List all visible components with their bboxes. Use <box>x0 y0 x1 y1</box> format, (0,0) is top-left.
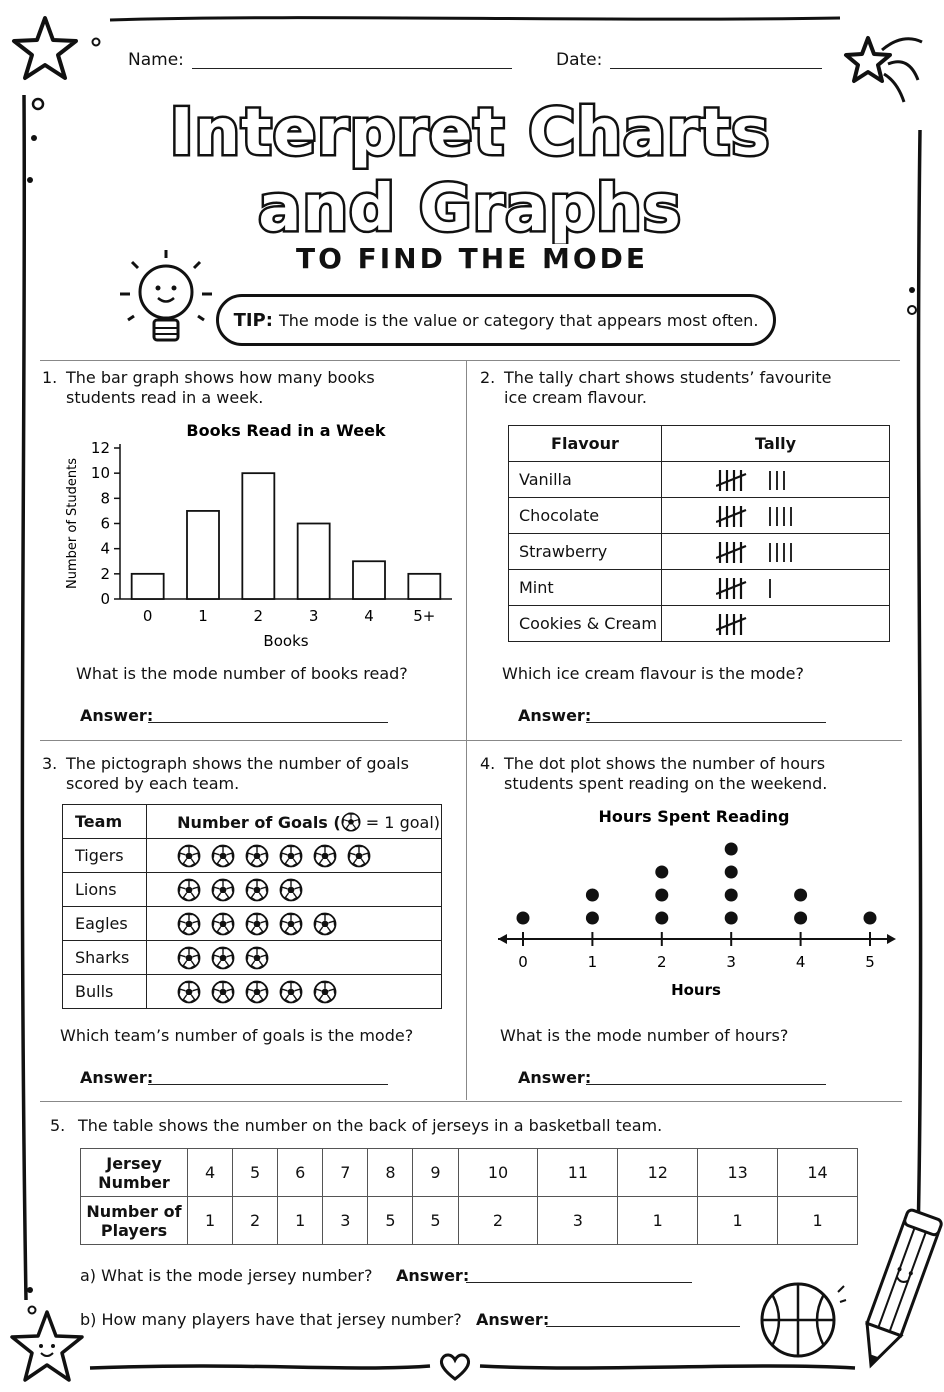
soccer-ball-icon <box>347 844 371 868</box>
tally-marks <box>716 502 826 530</box>
basketball-icon <box>756 1278 848 1364</box>
q1-number: 1. <box>42 368 58 387</box>
q4-number: 4. <box>480 754 496 773</box>
bar <box>408 574 440 599</box>
pencil-icon <box>852 1206 944 1376</box>
x-tick-label: 2 <box>253 607 264 625</box>
soccer-ball-icon <box>279 912 303 936</box>
bar-chart-title: Books Read in a Week <box>186 421 386 440</box>
lightbulb-icon <box>118 248 214 358</box>
tally-marks <box>716 466 826 494</box>
jersey-number-cell: 14 <box>778 1149 858 1197</box>
jersey-number-cell: 8 <box>368 1149 413 1197</box>
divider-horizontal-bottom <box>40 1101 902 1102</box>
tally-flavour-cell: Cookies & Cream <box>509 606 662 642</box>
players-count-cell: 3 <box>323 1197 368 1245</box>
picto-goals-cell <box>147 839 442 873</box>
q1-text-line-2: students read in a week. <box>66 388 264 407</box>
soccer-ball-icon <box>245 946 269 970</box>
soccer-ball-icon <box>245 844 269 868</box>
tally-chart-table <box>508 425 890 642</box>
q1-answer-field[interactable] <box>148 702 388 723</box>
star-icon <box>10 14 80 84</box>
tally-marks-cell <box>662 462 890 498</box>
dot <box>794 912 807 925</box>
q1-question: What is the mode number of books read? <box>76 664 408 683</box>
tally-row <box>509 534 890 570</box>
bar-chart-books <box>56 418 466 654</box>
picto-goals-cell <box>147 873 442 907</box>
tally-marks <box>716 610 826 638</box>
dot <box>725 843 738 856</box>
arrow-right-icon <box>887 934 896 944</box>
jersey-row-label-b: Number <box>98 1172 170 1192</box>
players-count-cell: 1 <box>188 1197 233 1245</box>
picto-row <box>63 839 442 873</box>
x-tick-label: 0 <box>518 953 528 971</box>
picto-row <box>63 975 442 1009</box>
date-label: Date: <box>556 50 603 70</box>
players-count-cell: 1 <box>698 1197 778 1245</box>
q5b-answer-field[interactable] <box>546 1306 740 1327</box>
x-tick-label: 3 <box>308 607 319 625</box>
picto-row <box>63 873 442 907</box>
bar <box>298 524 330 600</box>
soccer-ball-icon <box>341 812 361 832</box>
q2-number: 2. <box>480 368 496 387</box>
q2-answer-field[interactable] <box>586 702 826 723</box>
page-title <box>120 84 820 244</box>
jersey-number-cell: 9 <box>413 1149 458 1197</box>
soccer-ball-icon <box>245 878 269 902</box>
q3-text-line-2: scored by each team. <box>66 774 240 793</box>
soccer-ball-icon <box>177 912 201 936</box>
y-tick-label: 12 <box>90 439 110 457</box>
players-count-cell: 1 <box>618 1197 698 1245</box>
soccer-ball-icon <box>245 912 269 936</box>
q2-text-line-1: The tally chart shows students’ favourite <box>504 368 832 387</box>
tally-flavour-cell: Mint <box>509 570 662 606</box>
dot <box>725 912 738 925</box>
soccer-ball-icon <box>211 844 235 868</box>
x-tick-label: 4 <box>795 953 806 971</box>
date-field[interactable] <box>610 48 822 69</box>
soccer-ball-icon <box>177 946 201 970</box>
tally-header-flavour: Flavour <box>509 426 662 462</box>
q5-part-a: a) What is the mode jersey number? <box>80 1266 373 1285</box>
tally-row <box>509 462 890 498</box>
bar <box>132 574 164 599</box>
x-axis-label: Hours <box>671 981 721 999</box>
q3-answer-label: Answer: <box>80 1068 154 1087</box>
page-subtitle: TO FIND THE MODE <box>295 242 649 275</box>
q2-answer-label: Answer: <box>518 706 592 725</box>
q5-prompt <box>50 1116 910 1136</box>
q5-part-b: b) How many players have that jersey number? <box>80 1310 462 1329</box>
picto-header-team: Team <box>63 805 147 839</box>
soccer-ball-icon <box>211 980 235 1004</box>
name-label: Name: <box>128 50 184 70</box>
y-tick-label: 8 <box>100 489 110 508</box>
picto-team-cell: Tigers <box>63 839 147 873</box>
players-count-cell: 5 <box>368 1197 413 1245</box>
q4-text-line-2: students spent reading on the weekend. <box>504 774 828 793</box>
q4-answer-label: Answer: <box>518 1068 592 1087</box>
soccer-ball-icon <box>313 980 337 1004</box>
q3-answer-field[interactable] <box>148 1064 388 1085</box>
jersey-table <box>80 1148 858 1245</box>
picto-row <box>63 907 442 941</box>
tally-row <box>509 606 890 642</box>
dot <box>655 912 668 925</box>
players-row-label <box>81 1197 188 1245</box>
divider-horizontal-mid <box>40 740 902 741</box>
q4-question: What is the mode number of hours? <box>500 1026 789 1045</box>
players-count-cell: 5 <box>413 1197 458 1245</box>
jersey-number-cell: 13 <box>698 1149 778 1197</box>
soccer-ball-icon <box>177 980 201 1004</box>
q3-number: 3. <box>42 754 58 773</box>
picto-goals-cell <box>147 941 442 975</box>
y-tick-label: 10 <box>90 464 110 483</box>
picto-header-goals <box>147 805 442 839</box>
q5-text: The table shows the number on the back of jerseys in a basketball team. <box>78 1116 663 1135</box>
title-line-2: and Graphs <box>258 172 682 244</box>
q2-question: Which ice cream flavour is the mode? <box>502 664 804 683</box>
dot <box>655 889 668 902</box>
x-tick-label: 0 <box>142 607 153 625</box>
soccer-ball-icon <box>177 878 201 902</box>
q4-text-line-1: The dot plot shows the number of hours <box>504 754 826 773</box>
dot <box>725 866 738 879</box>
picto-team-cell: Bulls <box>63 975 147 1009</box>
jersey-number-cell: 5 <box>233 1149 278 1197</box>
tally-flavour-cell: Chocolate <box>509 498 662 534</box>
tally-header-tally: Tally <box>662 426 890 462</box>
q2-prompt <box>480 368 900 408</box>
soccer-ball-icon <box>279 878 303 902</box>
soccer-ball-icon <box>245 980 269 1004</box>
picto-header-goals-suffix: = 1 goal) <box>360 812 440 832</box>
soccer-ball-icon <box>279 980 303 1004</box>
y-tick-label: 0 <box>100 590 110 608</box>
x-tick-label: 5 <box>865 953 875 971</box>
soccer-ball-icon <box>313 912 337 936</box>
picto-team-cell: Lions <box>63 873 147 907</box>
tip-box <box>216 294 776 346</box>
soccer-ball-icon <box>177 844 201 868</box>
picto-header-goals-prefix: Number of Goals ( <box>177 812 341 832</box>
x-axis-label: Books <box>263 632 309 650</box>
bar <box>353 561 385 599</box>
players-count-cell: 3 <box>538 1197 618 1245</box>
y-axis-label: Number of Students <box>65 458 80 589</box>
tally-marks-cell <box>662 570 890 606</box>
q3-text-line-1: The pictograph shows the number of goals <box>66 754 409 773</box>
players-count-cell: 1 <box>778 1197 858 1245</box>
y-tick-label: 6 <box>100 514 110 533</box>
x-tick-label: 1 <box>198 607 208 625</box>
dot <box>864 912 877 925</box>
x-tick-label: 2 <box>657 953 667 971</box>
tally-flavour-cell: Strawberry <box>509 534 662 570</box>
y-tick-label: 2 <box>100 564 110 583</box>
tally-row <box>509 498 890 534</box>
jersey-number-cell: 7 <box>323 1149 368 1197</box>
smiling-star-icon <box>6 1308 88 1388</box>
tally-flavour-cell: Vanilla <box>509 462 662 498</box>
heart-icon <box>438 1352 472 1382</box>
pictograph-table <box>62 804 442 1009</box>
tip-text: The mode is the value or category that appears most often. <box>278 310 759 330</box>
title-line-1: Interpret Charts <box>169 96 771 170</box>
q4-prompt <box>480 754 900 794</box>
jersey-row-label-a: Jersey <box>106 1153 162 1173</box>
dot <box>725 889 738 902</box>
players-row-label-b: Players <box>100 1220 168 1240</box>
players-count-cell: 1 <box>278 1197 323 1245</box>
jersey-number-cell: 11 <box>538 1149 618 1197</box>
soccer-ball-icon <box>211 912 235 936</box>
tally-marks <box>716 538 826 566</box>
divider-horizontal-top <box>40 360 900 361</box>
jersey-number-cell: 12 <box>618 1149 698 1197</box>
jersey-number-cell: 6 <box>278 1149 323 1197</box>
x-tick-label: 5+ <box>413 607 436 625</box>
picto-goals-cell <box>147 975 442 1009</box>
q3-prompt <box>42 754 462 794</box>
q3-question: Which team’s number of goals is the mode? <box>60 1026 414 1045</box>
jersey-row-label <box>81 1149 188 1197</box>
tally-marks <box>716 574 826 602</box>
q4-answer-field[interactable] <box>586 1064 826 1085</box>
tally-marks-cell <box>662 498 890 534</box>
q1-answer-label: Answer: <box>80 706 154 725</box>
q1-prompt <box>42 368 462 408</box>
q2-text-line-2: ice cream flavour. <box>504 388 647 407</box>
players-count-cell: 2 <box>458 1197 538 1245</box>
dot-plot-title: Hours Spent Reading <box>598 807 790 826</box>
tally-marks-cell <box>662 534 890 570</box>
soccer-ball-icon <box>211 946 235 970</box>
dot <box>586 889 599 902</box>
arrow-left-icon <box>498 934 507 944</box>
q5a-answer-field[interactable] <box>466 1262 692 1283</box>
picto-team-cell: Sharks <box>63 941 147 975</box>
x-tick-label: 1 <box>587 953 598 971</box>
dot <box>655 866 668 879</box>
q1-text-line-1: The bar graph shows how many books <box>66 368 375 387</box>
tally-row <box>509 570 890 606</box>
soccer-ball-icon <box>211 878 235 902</box>
dot <box>517 912 530 925</box>
bar <box>242 473 274 599</box>
soccer-ball-icon <box>313 844 337 868</box>
q5b-answer-label: Answer: <box>476 1310 550 1329</box>
dot <box>794 889 807 902</box>
name-field[interactable] <box>192 48 512 69</box>
q5-number: 5. <box>50 1116 66 1135</box>
players-count-cell: 2 <box>233 1197 278 1245</box>
players-row-label-a: Number of <box>86 1201 182 1221</box>
x-tick-label: 3 <box>726 953 736 971</box>
y-tick-label: 4 <box>100 539 110 558</box>
tally-marks-cell <box>662 606 890 642</box>
shooting-star-icon <box>838 18 928 108</box>
picto-row <box>63 941 442 975</box>
tip-label: TIP: <box>233 309 273 331</box>
q5a-answer-label: Answer: <box>396 1266 470 1285</box>
soccer-ball-icon <box>279 844 303 868</box>
dot <box>586 912 599 925</box>
divider-vertical <box>466 360 467 1100</box>
dot-plot-hours <box>486 800 906 1006</box>
picto-goals-cell <box>147 907 442 941</box>
jersey-number-cell: 10 <box>458 1149 538 1197</box>
x-tick-label: 4 <box>364 607 374 625</box>
bar <box>187 511 219 599</box>
jersey-number-cell: 4 <box>188 1149 233 1197</box>
picto-team-cell: Eagles <box>63 907 147 941</box>
